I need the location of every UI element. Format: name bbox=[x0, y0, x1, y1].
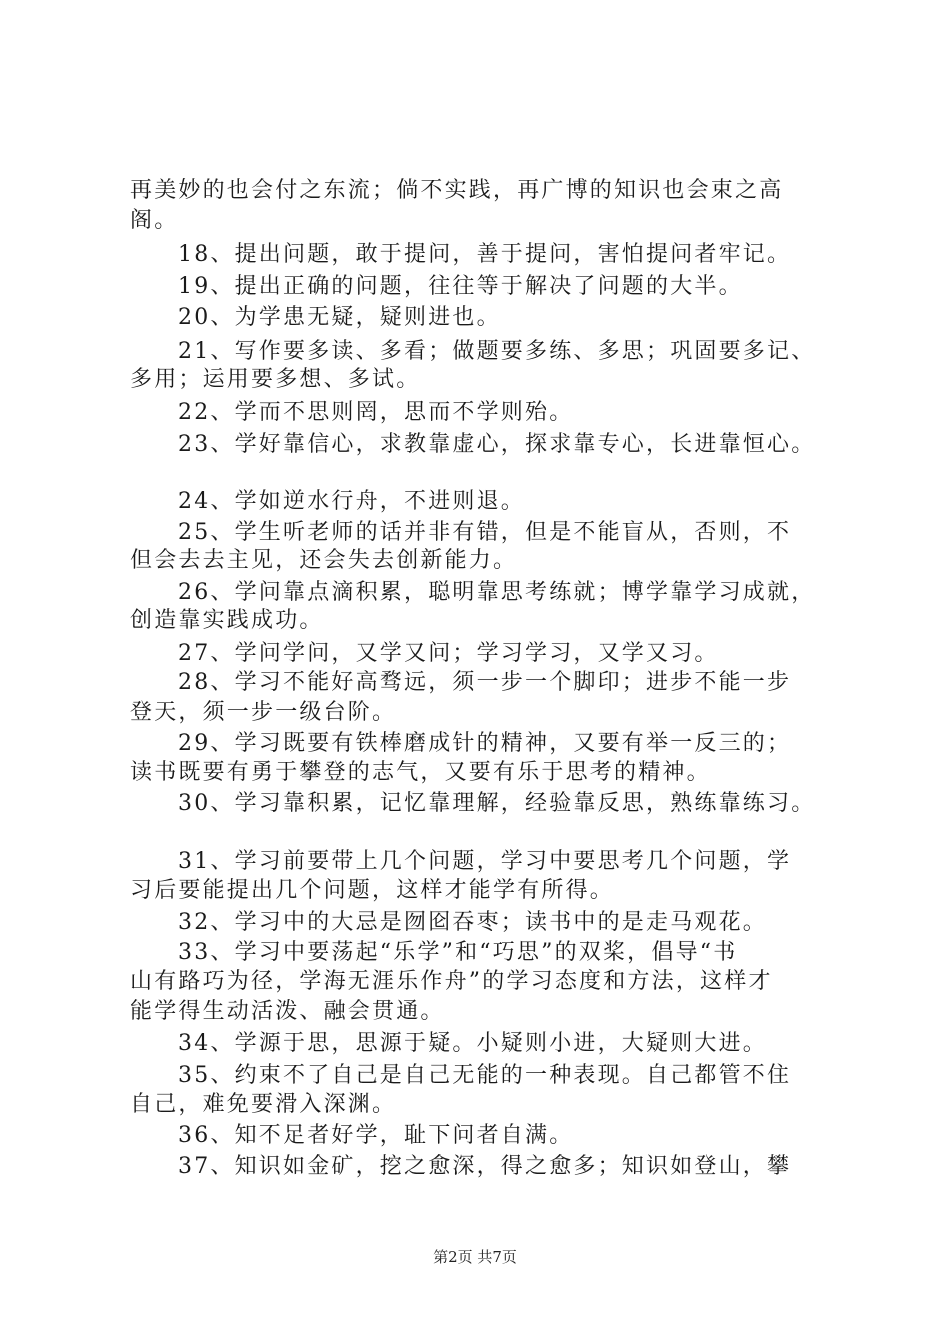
text-line: 21、写作要多读、多看；做题要多练、多思；巩固要多记、 bbox=[178, 339, 816, 364]
text-line: 山有路巧为径，学海无涯乐作舟”的学习态度和方法，这样才 bbox=[130, 969, 773, 994]
text-line: 30、学习靠积累，记忆靠理解，经验靠反思，熟练靠练习。 bbox=[178, 791, 816, 816]
text-line: 26、学问靠点滴积累，聪明靠思考练就；博学靠学习成就， bbox=[178, 580, 816, 605]
text-line: 35、约束不了自己是自己无能的一种表现。自己都管不住 bbox=[178, 1063, 792, 1088]
text-line: 22、学而不思则罔，思而不学则殆。 bbox=[178, 400, 574, 425]
text-line: 19、提出正确的问题，往往等于解决了问题的大半。 bbox=[178, 274, 743, 299]
text-line: 33、学习中要荡起“乐学”和“巧思”的双桨，倡导“书 bbox=[178, 940, 738, 965]
text-line: 登天，须一步一级台阶。 bbox=[130, 700, 397, 725]
text-line: 31、学习前要带上几个问题，学习中要思考几个问题，学 bbox=[178, 849, 792, 874]
text-line: 27、学问学问，又学又问；学习学习，又学又习。 bbox=[178, 641, 719, 666]
page-number-footer: 第2页 共7页 bbox=[433, 1248, 517, 1266]
text-line: 29、学习既要有铁棒磨成针的精神，又要有举一反三的； bbox=[178, 731, 792, 756]
text-line: 再美妙的也会付之东流；倘不实践，再广博的知识也会束之高 bbox=[130, 178, 784, 203]
text-line: 34、学源于思，思源于疑。小疑则小进，大疑则大进。 bbox=[178, 1031, 767, 1056]
text-line: 但会去去主见，还会失去创新能力。 bbox=[130, 548, 518, 573]
text-line: 20、为学患无疑，疑则进也。 bbox=[178, 305, 501, 330]
text-line: 36、知不足者好学，耻下问者自满。 bbox=[178, 1123, 574, 1148]
text-line: 23、学好靠信心，求教靠虚心，探求靠专心，长进靠恒心。 bbox=[178, 432, 816, 457]
text-line: 25、学生听老师的话并非有错，但是不能盲从，否则，不 bbox=[178, 520, 792, 545]
text-line: 28、学习不能好高骛远，须一步一个脚印；进步不能一步 bbox=[178, 670, 792, 695]
text-line: 能学得生动活泼、融会贯通。 bbox=[130, 999, 445, 1024]
text-line: 32、学习中的大忌是囫囵吞枣；读书中的是走马观花。 bbox=[178, 910, 767, 935]
text-line: 24、学如逆水行舟，不进则退。 bbox=[178, 489, 525, 514]
text-line: 创造靠实践成功。 bbox=[130, 608, 324, 633]
text-line: 自己，难免要滑入深渊。 bbox=[130, 1092, 397, 1117]
text-line: 习后要能提出几个问题，这样才能学有所得。 bbox=[130, 878, 615, 903]
text-line: 37、知识如金矿，挖之愈深，得之愈多；知识如登山，攀 bbox=[178, 1154, 792, 1179]
text-line: 18、提出问题，敢于提问，善于提问，害怕提问者牢记。 bbox=[178, 242, 792, 267]
text-line: 多用；运用要多想、多试。 bbox=[130, 367, 421, 392]
text-line: 读书既要有勇于攀登的志气，又要有乐于思考的精神。 bbox=[130, 760, 711, 785]
text-line: 阁。 bbox=[130, 208, 179, 233]
